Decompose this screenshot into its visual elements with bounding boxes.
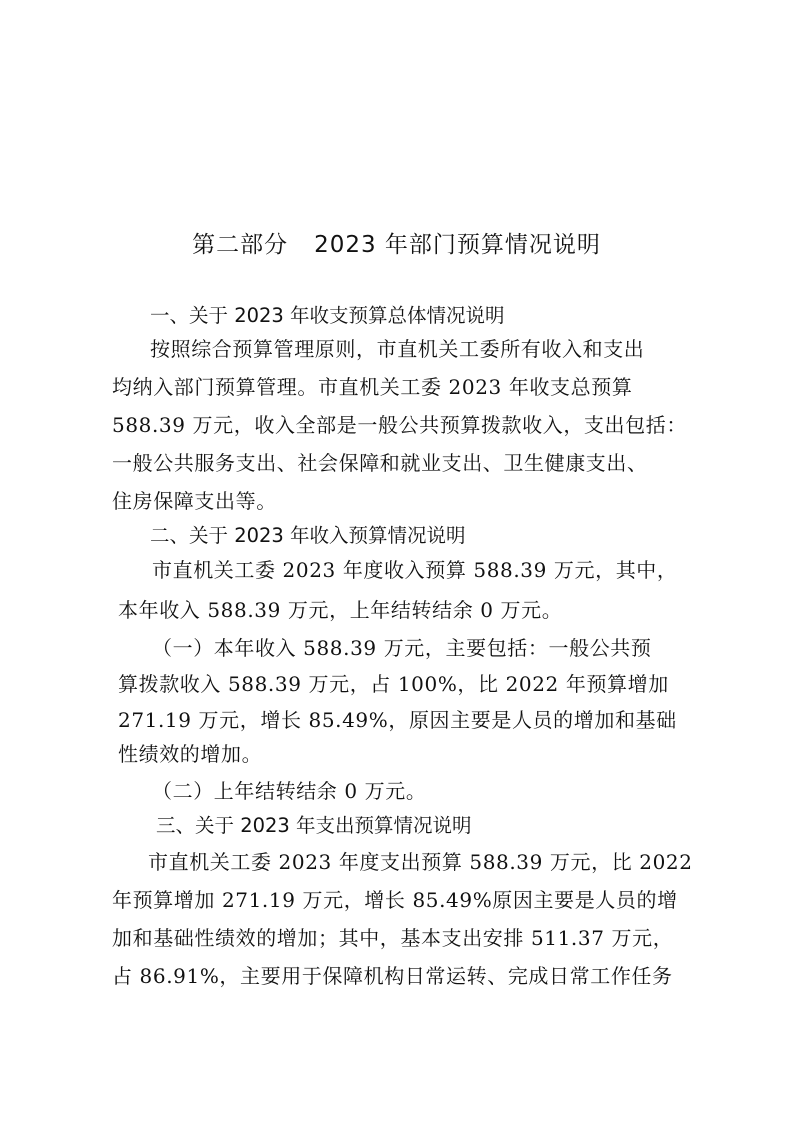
paragraph-line: 一般公共服务支出、社会保障和就业支出、卫生健康支出、: [112, 451, 648, 475]
paragraph-line: 算拨款收入 588.39 万元，占 100%，比 2022 年预算增加: [118, 672, 669, 696]
title-part: 第二部分: [192, 232, 289, 258]
paragraph-line: 住房保障支出等。: [112, 489, 277, 513]
paragraph-line: 均纳入部门预算管理。市直机关工委 2023 年收支总预算: [112, 375, 633, 399]
paragraph-line: 588.39 万元，收入全部是一般公共预算拨款收入，支出包括：: [112, 413, 687, 437]
section-heading-1: 一、关于 2023 年收支预算总体情况说明: [150, 304, 505, 327]
title-text: 2023 年部门预算情况说明: [314, 232, 601, 258]
paragraph-line: （二）上年结转结余 0 万元。: [152, 779, 427, 803]
paragraph-line: 市直机关工委 2023 年度收入预算 588.39 万元，其中，: [152, 558, 678, 582]
paragraph-line: 年预算增加 271.19 万元，增长 85.49%原因主要是人员的增: [112, 888, 678, 912]
paragraph-line: 占 86.91%，主要用于保障机构日常运转、完成日常工作任务: [112, 964, 673, 988]
paragraph-line: 加和基础性绩效的增加；其中，基本支出安排 511.37 万元，: [112, 926, 674, 950]
section-heading-3: 三、关于 2023 年支出预算情况说明: [156, 814, 472, 837]
paragraph-line: 性绩效的增加。: [118, 742, 263, 766]
page-title: [0, 226, 793, 259]
paragraph-line: （一）本年收入 588.39 万元，主要包括：一般公共预: [152, 636, 652, 660]
paragraph-line: 本年收入 588.39 万元，上年结转结余 0 万元。: [118, 598, 563, 622]
section-heading-2: 二、关于 2023 年收入预算情况说明: [150, 524, 466, 547]
paragraph-line: 271.19 万元，增长 85.49%，原因主要是人员的增加和基础: [118, 708, 677, 732]
paragraph-line: 按照综合预算管理原则，市直机关工委所有收入和支出: [150, 337, 645, 361]
paragraph-line: 市直机关工委 2023 年度支出预算 588.39 万元，比 2022: [148, 850, 693, 874]
